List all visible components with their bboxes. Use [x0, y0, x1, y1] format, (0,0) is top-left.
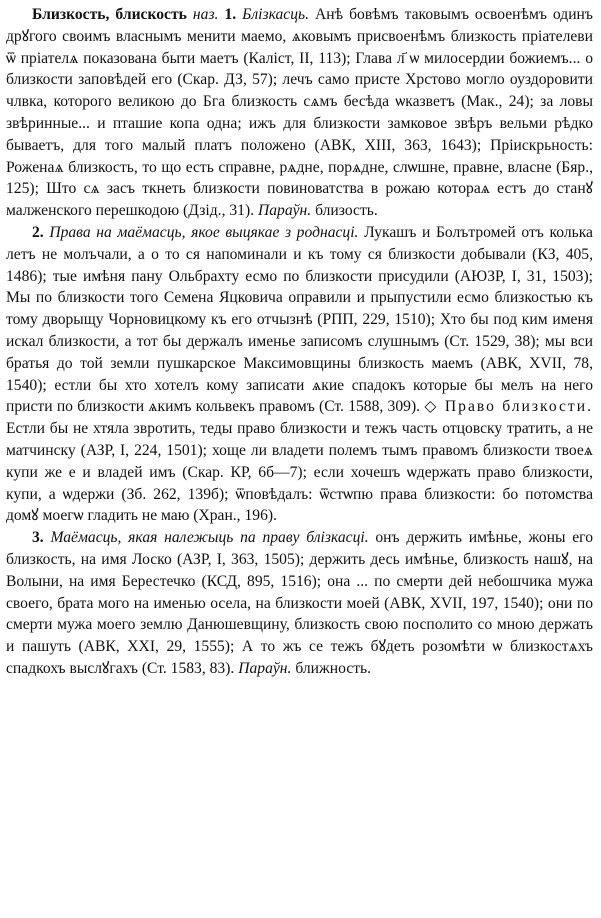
- sense-citations: онъ держить имѣнье, жоны его близкость, на имя Лоско (АЗР, I, 363, 1505); держить десь имѣнье, близкость нашꙋ, на Волыни, на имя Берестечко (КСД, 895, 1516); она ... по смерти дей небошчика мужа своего, брата мого на именью осела, на близкости моей (АВК, XVII, 197, 1540); они по смерти мужа моего землю Данюшевщину, близкость свою посполито со мною держать и пашуть (АВК, XXI, 29, 1555); А то жъ се тежъ бꙋдеть розомѣти ѡ близкостѧхъ спадкохъ выслꙋгахъ (Ст. 1583, 83).: [6, 529, 593, 677]
- phrase-label: ◇ Право близкости.: [424, 398, 593, 416]
- sense-definition: Права на маёмасць, якое выцякае з роднасці.: [49, 223, 359, 241]
- compare-word: ближность.: [295, 659, 372, 677]
- sense-citations: Лукашъ и Болътромей отъ колька летъ не молъчали, а о то ся напоминали и къ тому ся близкости добывали (КЗ, 405, 1486); тые имѣня пану Ольбрахту есмо по близкости присудили (АЮЗР, I, 31, 1503); Мы по близкости того Семена Яцковича оправили и прыпустили есмо близкостью къ тому дворыщу Чорновицкому къ его отчызнѣ (РПП, 229, 1510); Хто бы под ким именя искал близкости, а тот бы держалъ именье записомъ слушнымъ (Ст. 1529, 38); мы вси братья до той земли пушкарское Максимовщины близкость маемъ (АВК, XVII, 78, 1540); естли бы хто хотелъ кому записати ѧкие спадокъ которые бы мелъ на него присти по близкости ѧкимъ кольвекъ правомъ (Ст. 1588, 309).: [6, 223, 593, 416]
- phrase-citations: Естли бы не хтяла звротить, теды право близкости и тежъ часть отцовску тратить, а не матчинску (АЗР, I, 224, 1501); хоще ли владети полемъ тымъ правомъ близкости твоеѧ купи же е и владей имъ (Скар. КР, 6б—7); если хочешъ ѡдержать право близкости, купи, а ѡдержи (Зб. 262, 139б); ѿповѣдалъ: ѿстѡпю права близкости: бо потомства домꙋ моегѡ гладить не маю (Хран., 196).: [6, 420, 593, 525]
- sense-number: 3.: [32, 529, 44, 547]
- sense-definition: Блізкасць.: [242, 6, 309, 23]
- sense-1-paragraph: [6, 4, 593, 222]
- compare-label: Параўн.: [238, 659, 292, 677]
- sense-2-paragraph: [6, 222, 593, 527]
- part-of-speech: наз.: [192, 6, 219, 23]
- sense-number: 1.: [224, 6, 237, 23]
- sense-3-paragraph: [6, 527, 593, 680]
- headword: Близкость, блискость: [32, 6, 187, 23]
- sense-citations: Анѣ бовѣмъ таковымъ освоенѣмъ одинъ дрꙋгого своимъ власнымъ менити маемо, ѧковымъ присвоенѣмъ близкость пріателеви ѿ пріателѧ показована быти маетъ (Каліст, II, 113); Глава л҃ ѡ милосердии божиемъ... о близкости заповѣдей его (Скар. ДЗ, 57); лечъ само присте Хрстово могло оуздоровити члвка, которого великою до Бга близкость сѧмъ бесѣда ѡказветъ (Мак., 24); за ловы звѣринные... и пташие копа одна; ижъ для близкости замковое звѣръ вельми рѣдко бываетъ, для того малый платъ положено (АВК, XIII, 363, 1643); Пріискрьность: Роженаѧ близкость, то що есть справне, рѧдне, порѧдне, слѡшне, правне, власне (Бяр., 125); Што сѧ засъ ткнеть близкости повиноватства в рожаю котораѧ естъ до станꙋ малженского перешкодою (Дзід., 31).: [6, 6, 593, 220]
- sense-number: 2.: [32, 223, 44, 241]
- sense-definition: Маёмасць, якая належыць па праву блізкасці.: [50, 529, 369, 547]
- compare-word: близость.: [315, 202, 378, 220]
- compare-label: Параўн.: [257, 202, 312, 220]
